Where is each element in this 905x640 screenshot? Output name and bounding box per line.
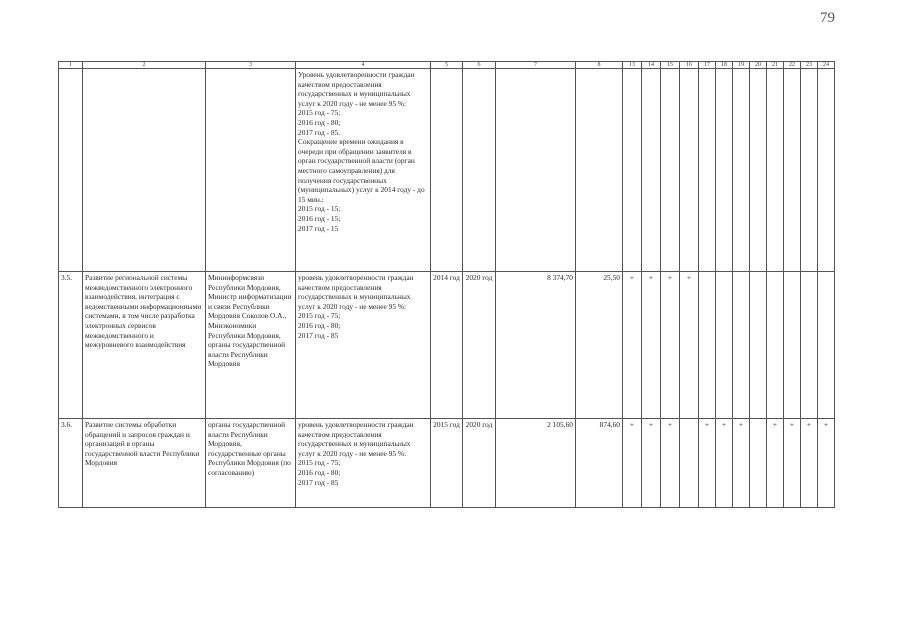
column-header: 8: [576, 62, 623, 69]
row-amount: 25,50: [576, 272, 623, 419]
row-executor: [206, 69, 296, 272]
column-header: 3: [206, 62, 296, 69]
row-amount: 874,60: [576, 419, 623, 508]
row-mark: +: [642, 419, 661, 508]
column-header: 17: [699, 62, 716, 69]
column-header: 6: [463, 62, 496, 69]
row-amount: [576, 69, 623, 272]
row-mark: [784, 69, 801, 272]
row-name: [83, 69, 206, 272]
row-mark: +: [733, 419, 750, 508]
row-mark: [750, 69, 767, 272]
row-mark: +: [661, 419, 680, 508]
row-mark: +: [661, 272, 680, 419]
column-header: 2: [83, 62, 206, 69]
column-header: 21: [767, 62, 784, 69]
row-mark: +: [716, 419, 733, 508]
column-header: 14: [642, 62, 661, 69]
row-start: 2014 год: [431, 272, 463, 419]
row-total: 2 105,60: [496, 419, 576, 508]
row-mark: +: [623, 272, 642, 419]
column-header: 15: [661, 62, 680, 69]
column-header: 5: [431, 62, 463, 69]
row-mark: [623, 69, 642, 272]
row-total: 8 374,70: [496, 272, 576, 419]
column-header: 18: [716, 62, 733, 69]
column-header: 4: [296, 62, 431, 69]
row-mark: [642, 69, 661, 272]
row-mark: [750, 419, 767, 508]
row-end: [463, 69, 496, 272]
row-mark: [733, 272, 750, 419]
program-table: [58, 61, 835, 508]
row-mark: [801, 272, 818, 419]
row-number: 3.6.: [59, 419, 83, 508]
row-mark: +: [801, 419, 818, 508]
row-number: [59, 69, 83, 272]
row-mark: [784, 272, 801, 419]
row-mark: [661, 69, 680, 272]
row-start: 2015 год: [431, 419, 463, 508]
row-executor: органы государственной власти Республики Мордовия, государственные органы Республики Мордовия (по согласованию): [206, 419, 296, 508]
table-row: [59, 272, 835, 419]
row-executor: Мининформсвязи Республики Мордовия, Министр информатизации и связи Республики Мордовия Соколов О.А., Минэкономики Республики Мордовия, органы государственной власти Республики Мордовия: [206, 272, 296, 419]
row-mark: [767, 272, 784, 419]
row-mark: [680, 69, 699, 272]
row-mark: [801, 69, 818, 272]
column-header: 23: [801, 62, 818, 69]
page-number: 79: [820, 10, 835, 26]
column-number-row: [59, 62, 835, 69]
row-end: 2020 год: [463, 272, 496, 419]
column-header: 24: [818, 62, 835, 69]
row-mark: [716, 69, 733, 272]
row-indicator: Уровень удовлетворенности граждан качеством предоставления государственных и муниципальных услуг к 2020 году - не менее 95 %: 2015 год - 75; 2016 год - 80; 2017 год - 85. Сокращение времени ожидания в очереди при обращении заявителя в орган государственной власти (орган местного самоуправления) для получения государственных (муниципальных) услуг к 2014 году - до 15 мин.: 2015 год - 15; 2016 год - 15; 2017 год - 15: [296, 69, 431, 272]
row-mark: +: [699, 419, 716, 508]
row-mark: [733, 69, 750, 272]
column-header: 22: [784, 62, 801, 69]
row-mark: [818, 69, 835, 272]
row-mark: +: [767, 419, 784, 508]
row-start: [431, 69, 463, 272]
row-name: Развитие системы обработки обращений и запросов граждан и организаций в органы государственной власти Республики Мордовия: [83, 419, 206, 508]
column-header: 7: [496, 62, 576, 69]
row-total: [496, 69, 576, 272]
row-mark: [699, 272, 716, 419]
row-mark: [699, 69, 716, 272]
table-row: [59, 419, 835, 508]
column-header: 20: [750, 62, 767, 69]
row-mark: +: [784, 419, 801, 508]
row-mark: +: [818, 419, 835, 508]
row-mark: [680, 419, 699, 508]
row-number: 3.5.: [59, 272, 83, 419]
table-row: [59, 69, 835, 272]
row-mark: +: [623, 419, 642, 508]
column-header: 13: [623, 62, 642, 69]
column-header: 1: [59, 62, 83, 69]
column-header: 19: [733, 62, 750, 69]
row-mark: +: [642, 272, 661, 419]
row-mark: +: [680, 272, 699, 419]
column-header: 16: [680, 62, 699, 69]
row-end: 2020 год: [463, 419, 496, 508]
row-mark: [750, 272, 767, 419]
row-mark: [767, 69, 784, 272]
row-indicator: уровень удовлетворенности граждан качеством предоставления государственных и муниципальных услуг к 2020 году - не менее 95 %: 2015 год - 75; 2016 год - 80; 2017 год - 85: [296, 272, 431, 419]
row-name: Развитие региональной системы межведомственного электронного взаимодействия, интеграция с ведомственными информационными системами, в том числе разработка электронных сервисов межведомственного и межуровневого взаимодействия: [83, 272, 206, 419]
row-mark: [716, 272, 733, 419]
row-indicator: уровень удовлетворенности граждан качеством предоставления государственных и муниципальных услуг к 2020 году - не менее 95 %: 2015 год - 75; 2016 год - 80; 2017 год - 85: [296, 419, 431, 508]
row-mark: [818, 272, 835, 419]
